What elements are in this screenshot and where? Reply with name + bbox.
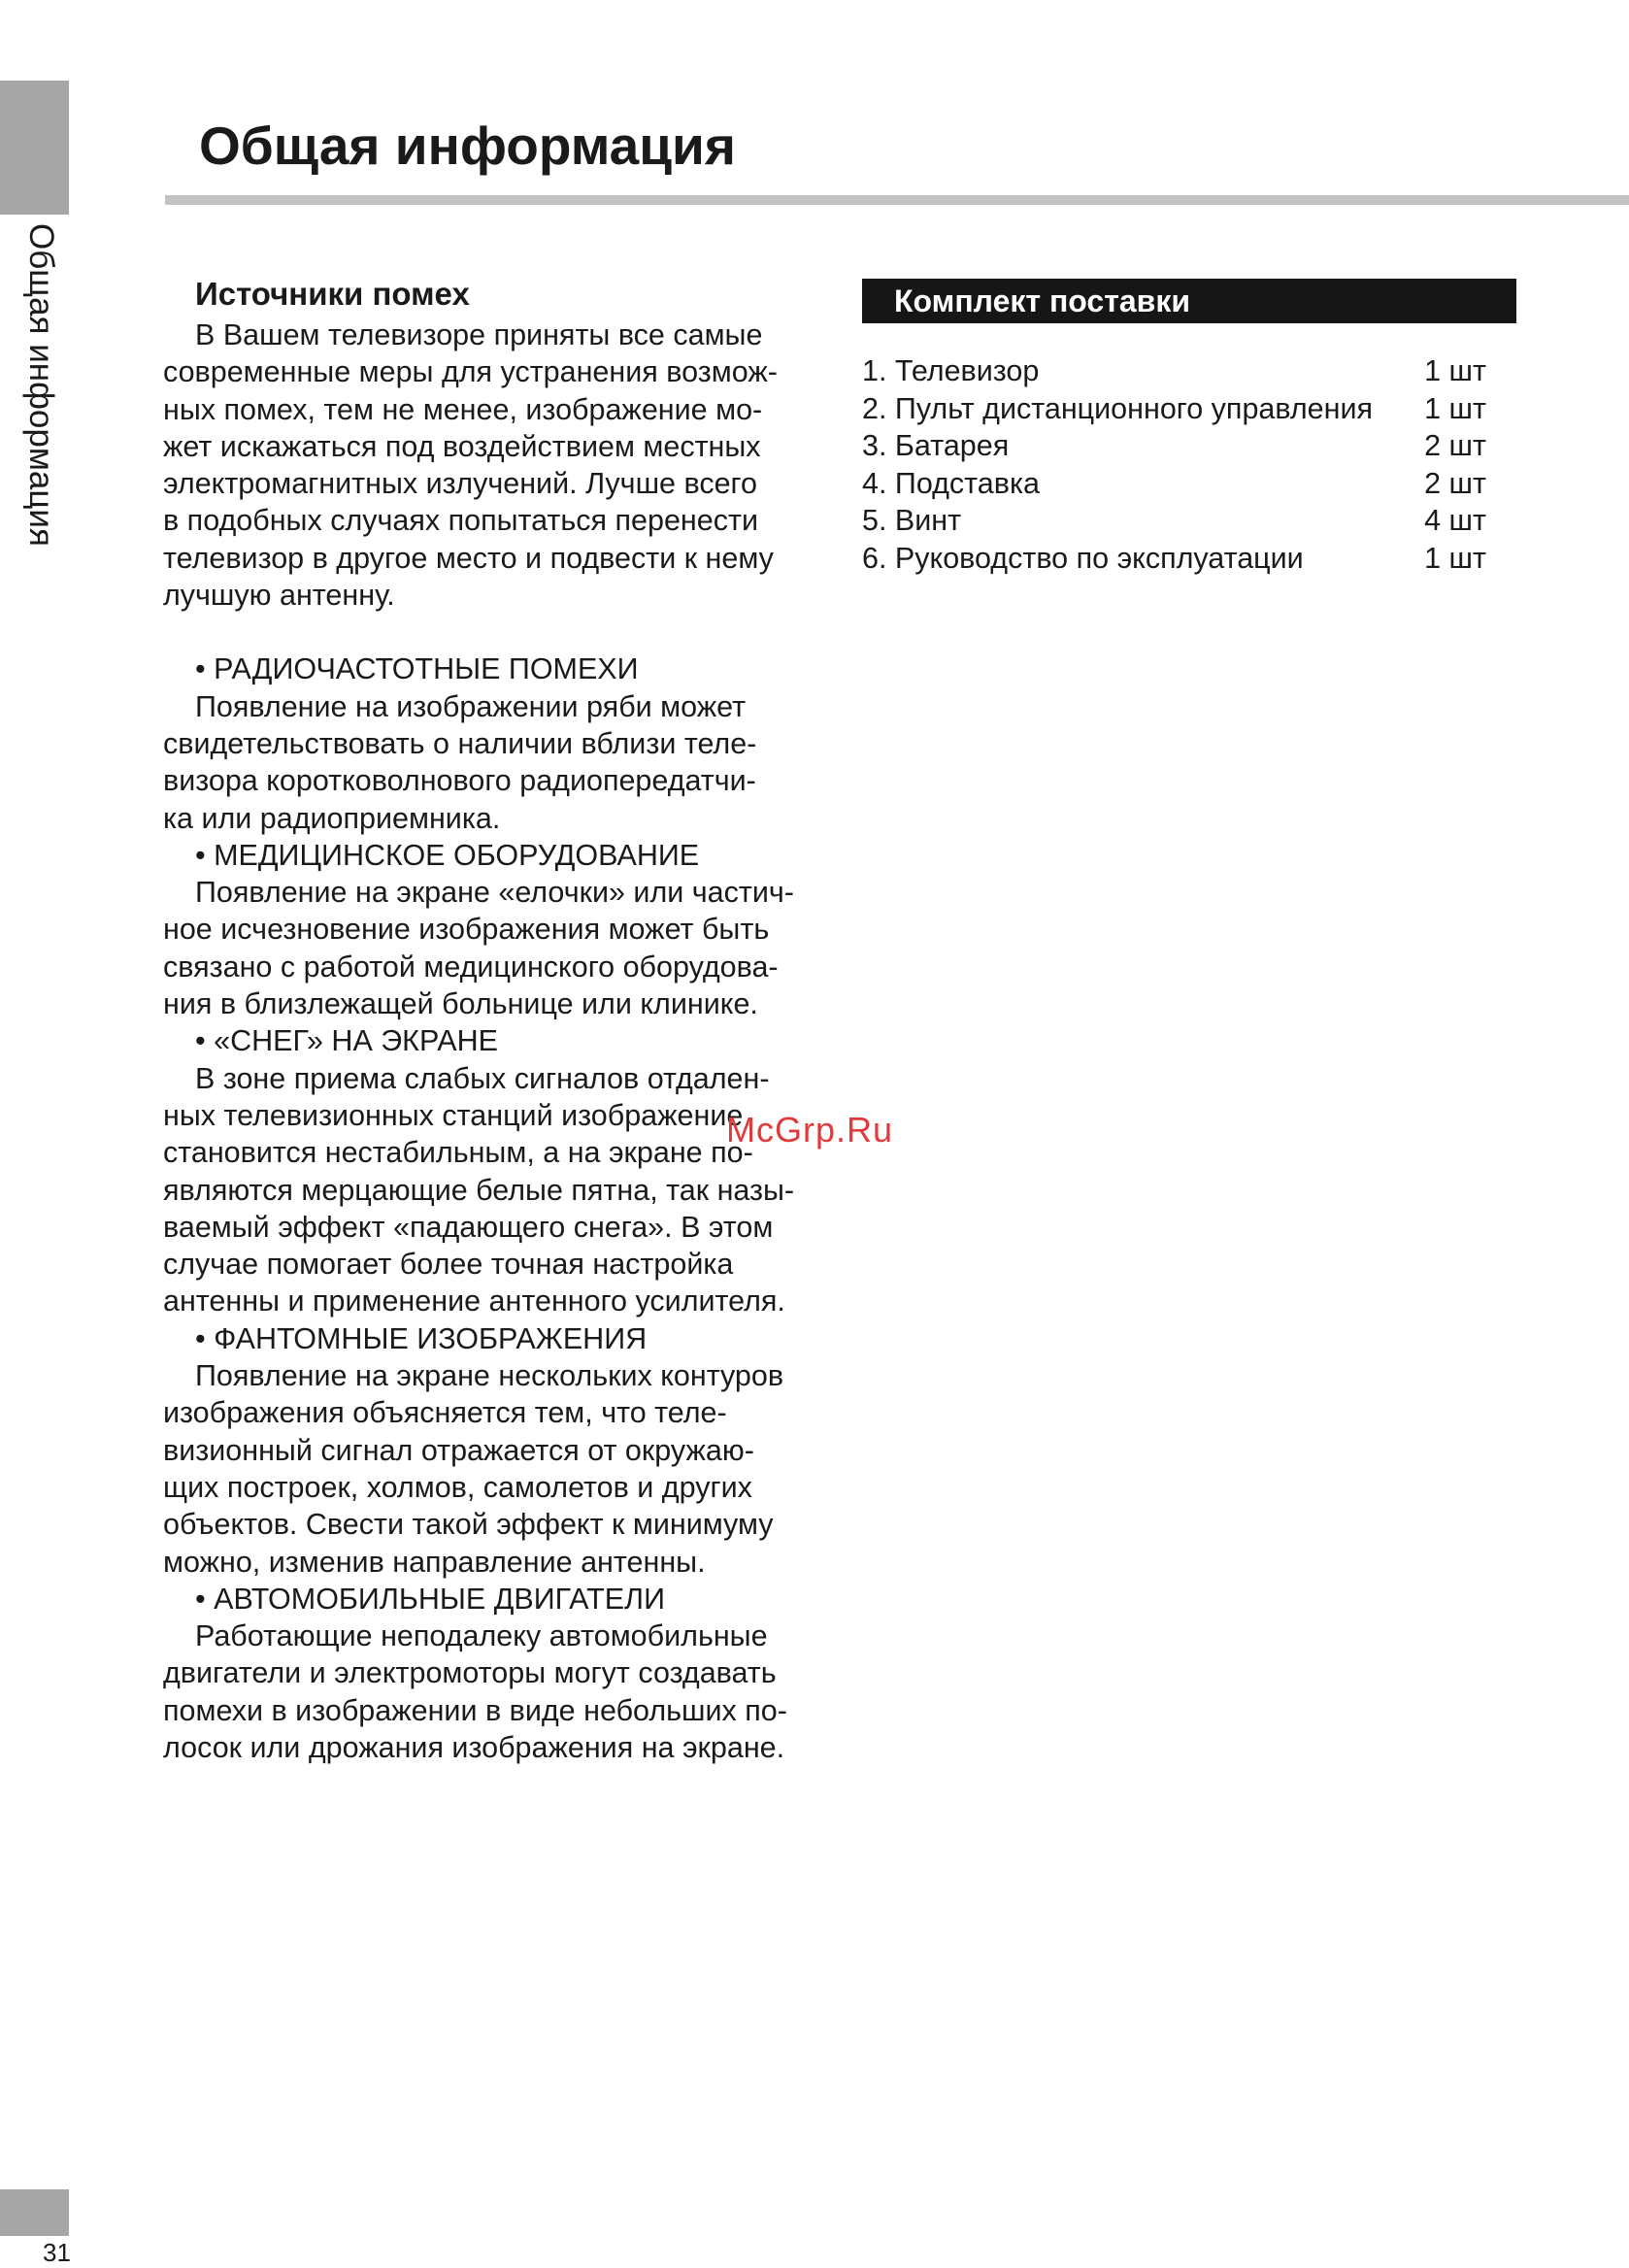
item-name: 6. Руководство по эксплуатации (862, 541, 1304, 575)
paragraph-line: свидетельствовать о наличии вблизи теле- (163, 726, 757, 760)
paragraph-line: В Вашем телевизоре приняты все самые (195, 318, 763, 351)
item-quantity: 1 шт (1424, 354, 1486, 387)
paragraph-line: двигатели и электромоторы могут создавать (163, 1656, 777, 1690)
section-radio-interference (163, 650, 843, 836)
watermark: McGrp.Ru (726, 1110, 894, 1150)
package-contents-list (862, 352, 1486, 577)
paragraph-line: можно, изменив направление антенны. (163, 1545, 706, 1579)
bullet-title: • РАДИОЧАСТОТНЫЕ ПОМЕХИ (195, 652, 639, 686)
paragraph-line: Появление на экране «елочки» или частич- (195, 876, 794, 910)
paragraph-line: Появление на экране нескольких контуров (195, 1359, 784, 1393)
bullet-title: • АВТОМОБИЛЬНЫЕ ДВИГАТЕЛИ (195, 1582, 665, 1616)
paragraph-line: антенны и применение антенного усилителя. (163, 1284, 785, 1318)
item-name: 3. Батарея (862, 429, 1010, 462)
side-tab-marker (0, 81, 69, 215)
paragraph-line: ка или радиоприемника. (163, 801, 501, 835)
list-item (862, 427, 1486, 465)
bullet-title: • ФАНТОМНЫЕ ИЗОБРАЖЕНИЯ (195, 1321, 648, 1355)
item-quantity: 1 шт (1424, 541, 1486, 575)
section-ghost-images (163, 1320, 843, 1581)
paragraph-line: лучшую антенну. (163, 579, 395, 613)
paragraph-line: жет искажаться под воздействием местных (163, 429, 761, 463)
list-item (862, 352, 1486, 390)
paragraph-line: связано с работой медицинского оборудова- (163, 950, 779, 984)
section-snow-on-screen (163, 1022, 843, 1319)
paragraph-line: Работающие неподалеку автомобильные (195, 1619, 768, 1653)
interference-sources-column (163, 272, 843, 1766)
item-quantity: 1 шт (1424, 391, 1486, 425)
title-divider (165, 195, 1629, 205)
paragraph-line: визионный сигнал отражается от окружаю- (163, 1433, 754, 1467)
paragraph-line: являются мерцающие белые пятна, так назы- (163, 1173, 795, 1207)
paragraph-line: В зоне приема слабых сигналов отдален- (195, 1061, 770, 1095)
paragraph-line: лосок или дрожания изображения на экране. (163, 1730, 785, 1764)
item-quantity: 4 шт (1424, 504, 1486, 537)
paragraph-line: ных помех, тем не менее, изображение мо- (163, 392, 763, 426)
paragraph-line: телевизор в другое место и подвести к нему (163, 541, 774, 575)
section-medical-equipment (163, 837, 843, 1022)
paragraph-line: случае помогает более точная настройка (163, 1248, 734, 1282)
paragraph-line: ное исчезновение изображения может быть (163, 913, 770, 947)
item-quantity: 2 шт (1424, 429, 1486, 462)
paragraph-line: ния в близлежащей больнице или клинике. (163, 987, 758, 1021)
item-name: 5. Винт (862, 504, 962, 537)
page-number: 31 (43, 2238, 71, 2267)
item-quantity: 2 шт (1424, 466, 1486, 500)
list-item (862, 502, 1486, 540)
item-name: 4. Подставка (862, 466, 1040, 500)
list-item (862, 540, 1486, 578)
package-contents-heading: Комплект поставки (862, 279, 1516, 323)
page-title: Общая информация (199, 116, 736, 176)
paragraph-line: изображения объясняется тем, что теле- (163, 1396, 727, 1430)
paragraph-line: современные меры для устранения возмож- (163, 355, 778, 389)
bullet-title: • «СНЕГ» НА ЭКРАНЕ (195, 1024, 498, 1058)
paragraph-line: помехи в изображении в виде небольших по- (163, 1693, 787, 1727)
interference-heading: Источники помех (195, 276, 470, 312)
side-section-label: Общая информация (22, 223, 60, 547)
section-car-engines (163, 1581, 843, 1766)
package-contents-column (862, 279, 1516, 577)
list-item (862, 390, 1486, 428)
page-number-tab (0, 2189, 69, 2236)
paragraph-line: Появление на изображении ряби может (195, 689, 747, 723)
list-item (862, 465, 1486, 503)
paragraph-line: ных телевизионных станций изображение (163, 1098, 744, 1132)
item-name: 1. Телевизор (862, 354, 1040, 387)
paragraph-line: становится нестабильным, а на экране по- (163, 1136, 753, 1170)
intro-paragraph (163, 317, 843, 614)
paragraph-line: ваемый эффект «падающего снега». В этом (163, 1210, 774, 1244)
paragraph-line: в подобных случаях попытаться перенести (163, 504, 758, 538)
item-name: 2. Пульт дистанционного управления (862, 391, 1374, 425)
paragraph-line: визора коротковолнового радиопередатчи- (163, 764, 756, 798)
paragraph-line: электромагнитных излучений. Лучше всего (163, 467, 757, 501)
paragraph-line: щих построек, холмов, самолетов и других (163, 1470, 752, 1504)
paragraph-line: объектов. Свести такой эффект к минимуму (163, 1508, 774, 1542)
bullet-title: • МЕДИЦИНСКОЕ ОБОРУДОВАНИЕ (195, 838, 700, 872)
